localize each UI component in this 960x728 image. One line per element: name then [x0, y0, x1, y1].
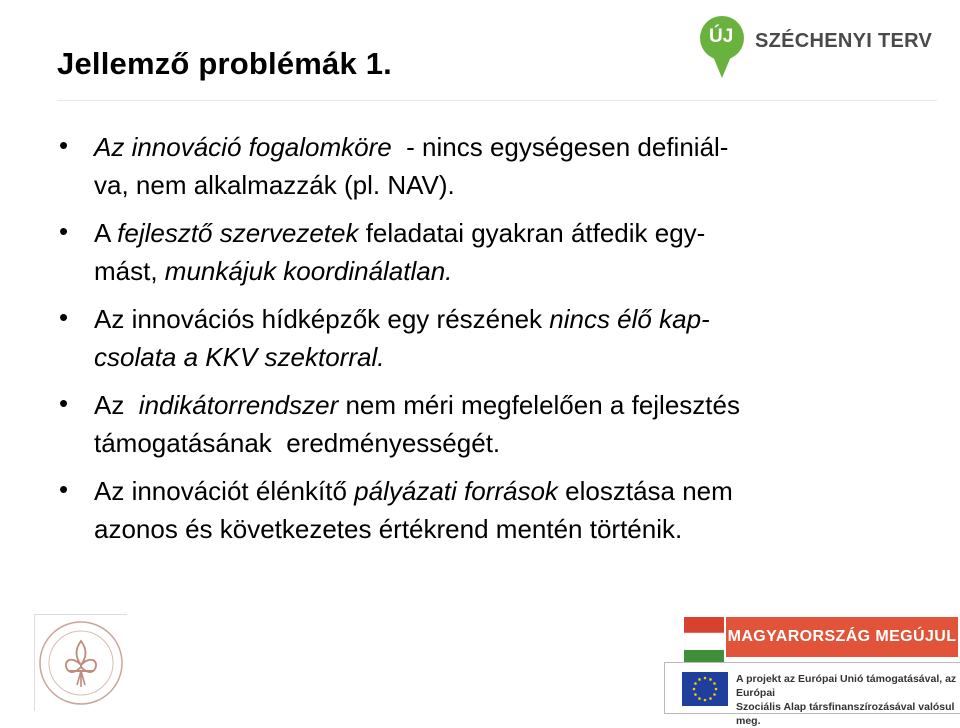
- university-seal-icon: [35, 615, 127, 711]
- eu-star: [709, 697, 712, 700]
- eu-support-text: [736, 672, 958, 728]
- emphasis-text: nincs élő kap-: [549, 304, 710, 334]
- eu-star: [713, 693, 716, 696]
- bullet-text: [94, 300, 914, 376]
- emphasis-text: munkájuk koordinálatlan.: [164, 256, 453, 286]
- bullet-line: [94, 214, 914, 252]
- plain-text: támogatásának eredményességét.: [94, 428, 501, 458]
- hungarian-flag-icon: [684, 617, 724, 667]
- bullet-line: [94, 252, 914, 290]
- bullet-marker: [59, 396, 71, 408]
- eu-star: [694, 693, 697, 696]
- bullet-line: [94, 424, 914, 462]
- eu-flag-icon: [682, 672, 728, 706]
- plain-text: mást,: [94, 256, 165, 286]
- logo-mark: ÚJ: [709, 26, 734, 47]
- bullet-text: [94, 386, 914, 462]
- plain-text: Az innovációs hídképzők egy részének: [94, 304, 550, 334]
- emphasis-text: pályázati források: [354, 476, 558, 506]
- bullet-line: [94, 166, 914, 204]
- title-divider: [57, 100, 937, 101]
- location-pin-icon: [700, 10, 750, 90]
- plain-text: nem méri megfelelően a fejlesztés: [338, 390, 740, 420]
- emphasis-text: csolata a KKV szektorral.: [94, 342, 385, 372]
- bullet-line: [94, 300, 914, 338]
- magyarorszag-megujul-banner: MAGYARORSZÁG MEGÚJUL: [726, 617, 958, 657]
- bullet-marker: [59, 310, 71, 322]
- emphasis-text: Az innováció fogalomköre: [94, 132, 392, 162]
- plain-text: - nincs egységesen definiál-: [391, 132, 729, 162]
- bullet-text: [94, 128, 914, 204]
- eu-star: [698, 697, 701, 700]
- emphasis-text: fejlesztő szervezetek: [117, 218, 359, 248]
- eu-star: [709, 678, 712, 681]
- eu-support-line-1: A projekt az Európai Unió támogatásával, az Európai: [736, 673, 957, 699]
- logo-name: SZÉCHENYI TERV: [755, 30, 933, 52]
- bullet-marker: [59, 224, 71, 236]
- eu-star: [715, 688, 718, 691]
- szechenyi-terv-logo: [700, 10, 933, 90]
- university-seal-frame: [34, 614, 127, 711]
- bullet-text: [94, 214, 914, 290]
- eu-star: [698, 678, 701, 681]
- eu-star: [713, 682, 716, 685]
- footer-branding: [680, 614, 960, 727]
- bullet-line: [94, 386, 914, 424]
- plain-text: va, nem alkalmazzák (pl. NAV).: [94, 170, 455, 200]
- bullet-line: [94, 472, 914, 510]
- eu-star: [704, 677, 707, 680]
- eu-support-line-2: Szociális Alap társfinanszírozásával valósul meg.: [736, 701, 955, 727]
- bullet-text: [94, 472, 914, 548]
- eu-star: [694, 682, 697, 685]
- bullet-line: [94, 510, 914, 548]
- bullet-line: [94, 338, 914, 376]
- bullet-marker: [59, 482, 71, 494]
- plain-text: Az innovációt élénkítő: [94, 476, 355, 506]
- plain-text: azonos és következetes értékrend mentén történik.: [94, 514, 683, 544]
- bullet-marker: [59, 138, 71, 150]
- plain-text: Az: [94, 390, 139, 420]
- slide-title: Jellemző problémák 1.: [57, 46, 392, 81]
- eu-star: [693, 688, 696, 691]
- emphasis-text: indikátorrendszer: [138, 390, 339, 420]
- eu-star: [704, 699, 707, 702]
- plain-text: feladatai gyakran átfedik egy-: [358, 218, 706, 248]
- plain-text: A: [94, 218, 118, 248]
- plain-text: elosztása nem: [557, 476, 733, 506]
- bullet-line: [94, 128, 914, 166]
